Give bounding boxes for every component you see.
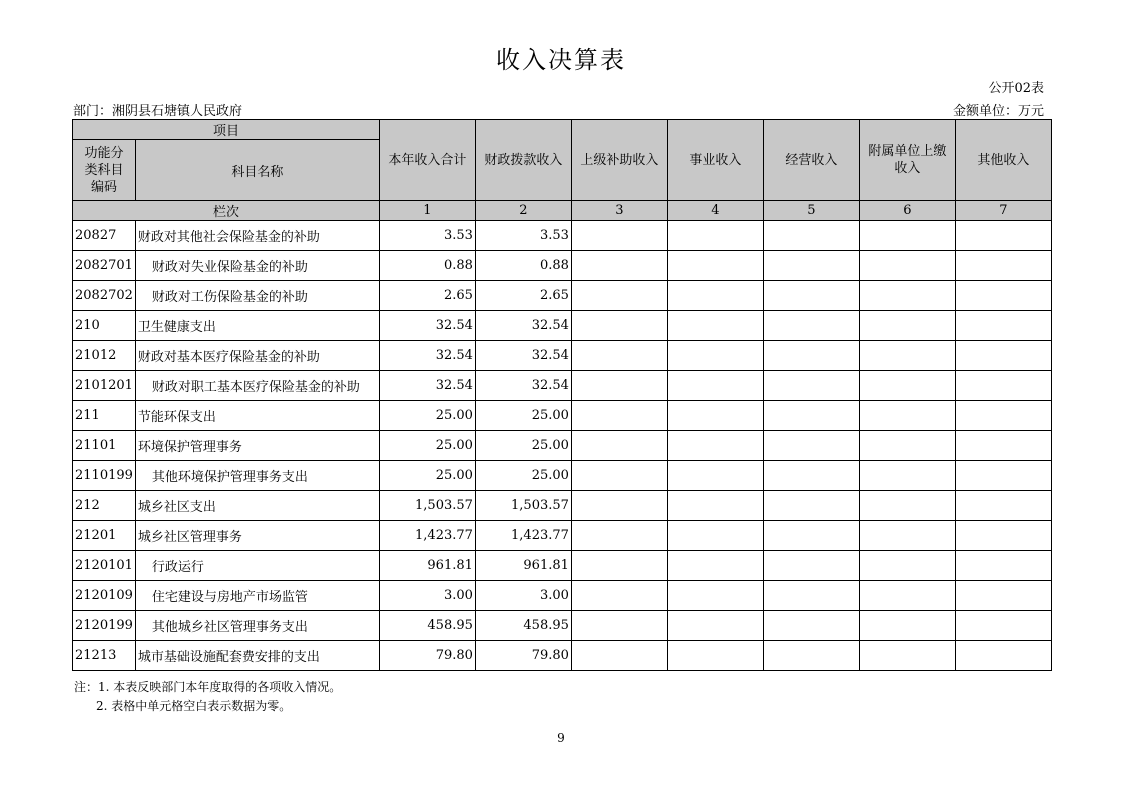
row-total: 0.88 xyxy=(379,251,475,281)
table-row xyxy=(73,461,1052,491)
header-col-other: 其他收入 xyxy=(955,120,1051,201)
row-fiscal: 32.54 xyxy=(475,341,571,371)
row-business xyxy=(667,251,763,281)
row-subject-name: 财政对基本医疗保险基金的补助 xyxy=(135,341,379,371)
row-business xyxy=(667,461,763,491)
row-subject-name: 城乡社区支出 xyxy=(135,491,379,521)
row-subject-name: 卫生健康支出 xyxy=(135,311,379,341)
row-other xyxy=(955,401,1051,431)
row-fiscal: 1,423.77 xyxy=(475,521,571,551)
row-operation xyxy=(763,551,859,581)
row-affiliated xyxy=(859,431,955,461)
row-other xyxy=(955,251,1051,281)
department-label: 部门：湘阴县石塘镇人民政府 xyxy=(73,104,243,119)
row-total: 32.54 xyxy=(379,341,475,371)
row-subject-name: 财政对职工基本医疗保险基金的补助 xyxy=(135,371,379,401)
table-row xyxy=(73,431,1052,461)
row-operation xyxy=(763,641,859,671)
row-subject-name: 住宅建设与房地产市场监管 xyxy=(135,581,379,611)
table-row xyxy=(73,521,1052,551)
row-code: 2082702 xyxy=(73,281,136,311)
row-business xyxy=(667,341,763,371)
row-total: 458.95 xyxy=(379,611,475,641)
row-affiliated xyxy=(859,401,955,431)
row-subject-name: 城乡社区管理事务 xyxy=(135,521,379,551)
header-col-total: 本年收入合计 xyxy=(379,120,475,201)
row-total: 3.00 xyxy=(379,581,475,611)
row-total: 1,503.57 xyxy=(379,491,475,521)
row-operation xyxy=(763,431,859,461)
row-other xyxy=(955,551,1051,581)
table-row xyxy=(73,581,1052,611)
row-affiliated xyxy=(859,491,955,521)
row-other xyxy=(955,521,1051,551)
col-number: 2 xyxy=(475,201,571,221)
row-subject-name: 财政对工伤保险基金的补助 xyxy=(135,281,379,311)
row-code: 21213 xyxy=(73,641,136,671)
table-row xyxy=(73,341,1052,371)
row-total: 961.81 xyxy=(379,551,475,581)
table-row xyxy=(73,311,1052,341)
row-superior xyxy=(571,641,667,671)
header-item: 项目 xyxy=(73,120,380,140)
row-superior xyxy=(571,611,667,641)
row-business xyxy=(667,281,763,311)
table-row xyxy=(73,551,1052,581)
row-fiscal: 32.54 xyxy=(475,311,571,341)
note-line: 注：1. 本表反映部门本年度取得的各项收入情况。 xyxy=(74,680,342,694)
table-row xyxy=(73,641,1052,671)
row-superior xyxy=(571,371,667,401)
table-row xyxy=(73,611,1052,641)
row-total: 1,423.77 xyxy=(379,521,475,551)
row-business xyxy=(667,551,763,581)
row-superior xyxy=(571,491,667,521)
header-col-fiscal: 财政拨款收入 xyxy=(475,120,571,201)
row-fiscal: 0.88 xyxy=(475,251,571,281)
col-number: 4 xyxy=(667,201,763,221)
row-affiliated xyxy=(859,221,955,251)
row-fiscal: 25.00 xyxy=(475,401,571,431)
row-affiliated xyxy=(859,311,955,341)
row-fiscal: 32.54 xyxy=(475,371,571,401)
row-other xyxy=(955,281,1051,311)
row-code: 2082701 xyxy=(73,251,136,281)
row-affiliated xyxy=(859,281,955,311)
row-code: 212 xyxy=(73,491,136,521)
row-operation xyxy=(763,611,859,641)
row-business xyxy=(667,641,763,671)
row-superior xyxy=(571,221,667,251)
row-code: 20827 xyxy=(73,221,136,251)
row-other xyxy=(955,311,1051,341)
col-number: 3 xyxy=(571,201,667,221)
header-col-operation: 经营收入 xyxy=(763,120,859,201)
row-business xyxy=(667,581,763,611)
row-operation xyxy=(763,491,859,521)
row-total: 79.80 xyxy=(379,641,475,671)
row-business xyxy=(667,431,763,461)
row-affiliated xyxy=(859,551,955,581)
row-business xyxy=(667,521,763,551)
row-operation xyxy=(763,311,859,341)
table-row xyxy=(73,371,1052,401)
row-total: 32.54 xyxy=(379,311,475,341)
row-code: 211 xyxy=(73,401,136,431)
row-superior xyxy=(571,581,667,611)
row-operation xyxy=(763,581,859,611)
header-row-label: 栏次 xyxy=(73,201,380,221)
row-affiliated xyxy=(859,251,955,281)
row-operation xyxy=(763,281,859,311)
col-number: 1 xyxy=(379,201,475,221)
row-subject-name: 其他城乡社区管理事务支出 xyxy=(135,611,379,641)
row-business xyxy=(667,371,763,401)
table-row xyxy=(73,251,1052,281)
row-affiliated xyxy=(859,611,955,641)
row-superior xyxy=(571,461,667,491)
row-operation xyxy=(763,221,859,251)
row-code: 210 xyxy=(73,311,136,341)
row-operation xyxy=(763,371,859,401)
row-business xyxy=(667,311,763,341)
row-other xyxy=(955,611,1051,641)
row-fiscal: 3.53 xyxy=(475,221,571,251)
row-total: 32.54 xyxy=(379,371,475,401)
row-code: 21101 xyxy=(73,431,136,461)
row-subject-name: 财政对失业保险基金的补助 xyxy=(135,251,379,281)
row-affiliated xyxy=(859,521,955,551)
row-superior xyxy=(571,401,667,431)
row-superior xyxy=(571,311,667,341)
row-total: 25.00 xyxy=(379,461,475,491)
col-number: 5 xyxy=(763,201,859,221)
page-number: 9 xyxy=(557,731,565,745)
row-code: 2120199 xyxy=(73,611,136,641)
row-total: 25.00 xyxy=(379,431,475,461)
row-subject-name: 节能环保支出 xyxy=(135,401,379,431)
row-other xyxy=(955,491,1051,521)
income-table xyxy=(72,119,1052,671)
row-total: 2.65 xyxy=(379,281,475,311)
header-col-affiliated: 附属单位上缴收入 xyxy=(859,120,955,201)
table-row xyxy=(73,221,1052,251)
row-code: 2110199 xyxy=(73,461,136,491)
note-line: 2. 表格中单元格空白表示数据为零。 xyxy=(96,699,292,713)
row-superior xyxy=(571,251,667,281)
row-other xyxy=(955,221,1051,251)
table-row xyxy=(73,281,1052,311)
header-func-code: 功能分类科目编码 xyxy=(73,140,136,201)
row-fiscal: 961.81 xyxy=(475,551,571,581)
row-fiscal: 25.00 xyxy=(475,461,571,491)
row-fiscal: 25.00 xyxy=(475,431,571,461)
row-subject-name: 其他环境保护管理事务支出 xyxy=(135,461,379,491)
row-fiscal: 2.65 xyxy=(475,281,571,311)
form-number: 公开02表 xyxy=(988,81,1044,96)
page-title: 收入决算表 xyxy=(496,46,626,74)
row-subject-name: 财政对其他社会保险基金的补助 xyxy=(135,221,379,251)
row-business xyxy=(667,611,763,641)
row-affiliated xyxy=(859,581,955,611)
row-superior xyxy=(571,431,667,461)
row-business xyxy=(667,401,763,431)
row-operation xyxy=(763,341,859,371)
row-subject-name: 城市基础设施配套费安排的支出 xyxy=(135,641,379,671)
row-other xyxy=(955,461,1051,491)
row-superior xyxy=(571,341,667,371)
row-superior xyxy=(571,551,667,581)
row-subject-name: 行政运行 xyxy=(135,551,379,581)
table-row xyxy=(73,491,1052,521)
table-row xyxy=(73,401,1052,431)
row-fiscal: 1,503.57 xyxy=(475,491,571,521)
header-col-superior: 上级补助收入 xyxy=(571,120,667,201)
row-affiliated xyxy=(859,461,955,491)
row-total: 3.53 xyxy=(379,221,475,251)
row-code: 2101201 xyxy=(73,371,136,401)
row-code: 2120109 xyxy=(73,581,136,611)
row-operation xyxy=(763,401,859,431)
row-fiscal: 79.80 xyxy=(475,641,571,671)
row-other xyxy=(955,371,1051,401)
row-operation xyxy=(763,461,859,491)
row-fiscal: 3.00 xyxy=(475,581,571,611)
col-number: 6 xyxy=(859,201,955,221)
row-subject-name: 环境保护管理事务 xyxy=(135,431,379,461)
row-code: 2120101 xyxy=(73,551,136,581)
row-code: 21012 xyxy=(73,341,136,371)
row-other xyxy=(955,641,1051,671)
row-affiliated xyxy=(859,641,955,671)
row-operation xyxy=(763,251,859,281)
notes xyxy=(74,678,341,716)
col-number: 7 xyxy=(955,201,1051,221)
header-col-business: 事业收入 xyxy=(667,120,763,201)
row-other xyxy=(955,431,1051,461)
row-business xyxy=(667,221,763,251)
row-superior xyxy=(571,281,667,311)
row-affiliated xyxy=(859,371,955,401)
row-business xyxy=(667,491,763,521)
row-operation xyxy=(763,521,859,551)
row-other xyxy=(955,341,1051,371)
row-total: 25.00 xyxy=(379,401,475,431)
row-code: 21201 xyxy=(73,521,136,551)
row-superior xyxy=(571,521,667,551)
amount-unit-label: 金额单位：万元 xyxy=(952,104,1044,119)
row-affiliated xyxy=(859,341,955,371)
row-other xyxy=(955,581,1051,611)
header-subject-name: 科目名称 xyxy=(135,140,379,201)
row-fiscal: 458.95 xyxy=(475,611,571,641)
